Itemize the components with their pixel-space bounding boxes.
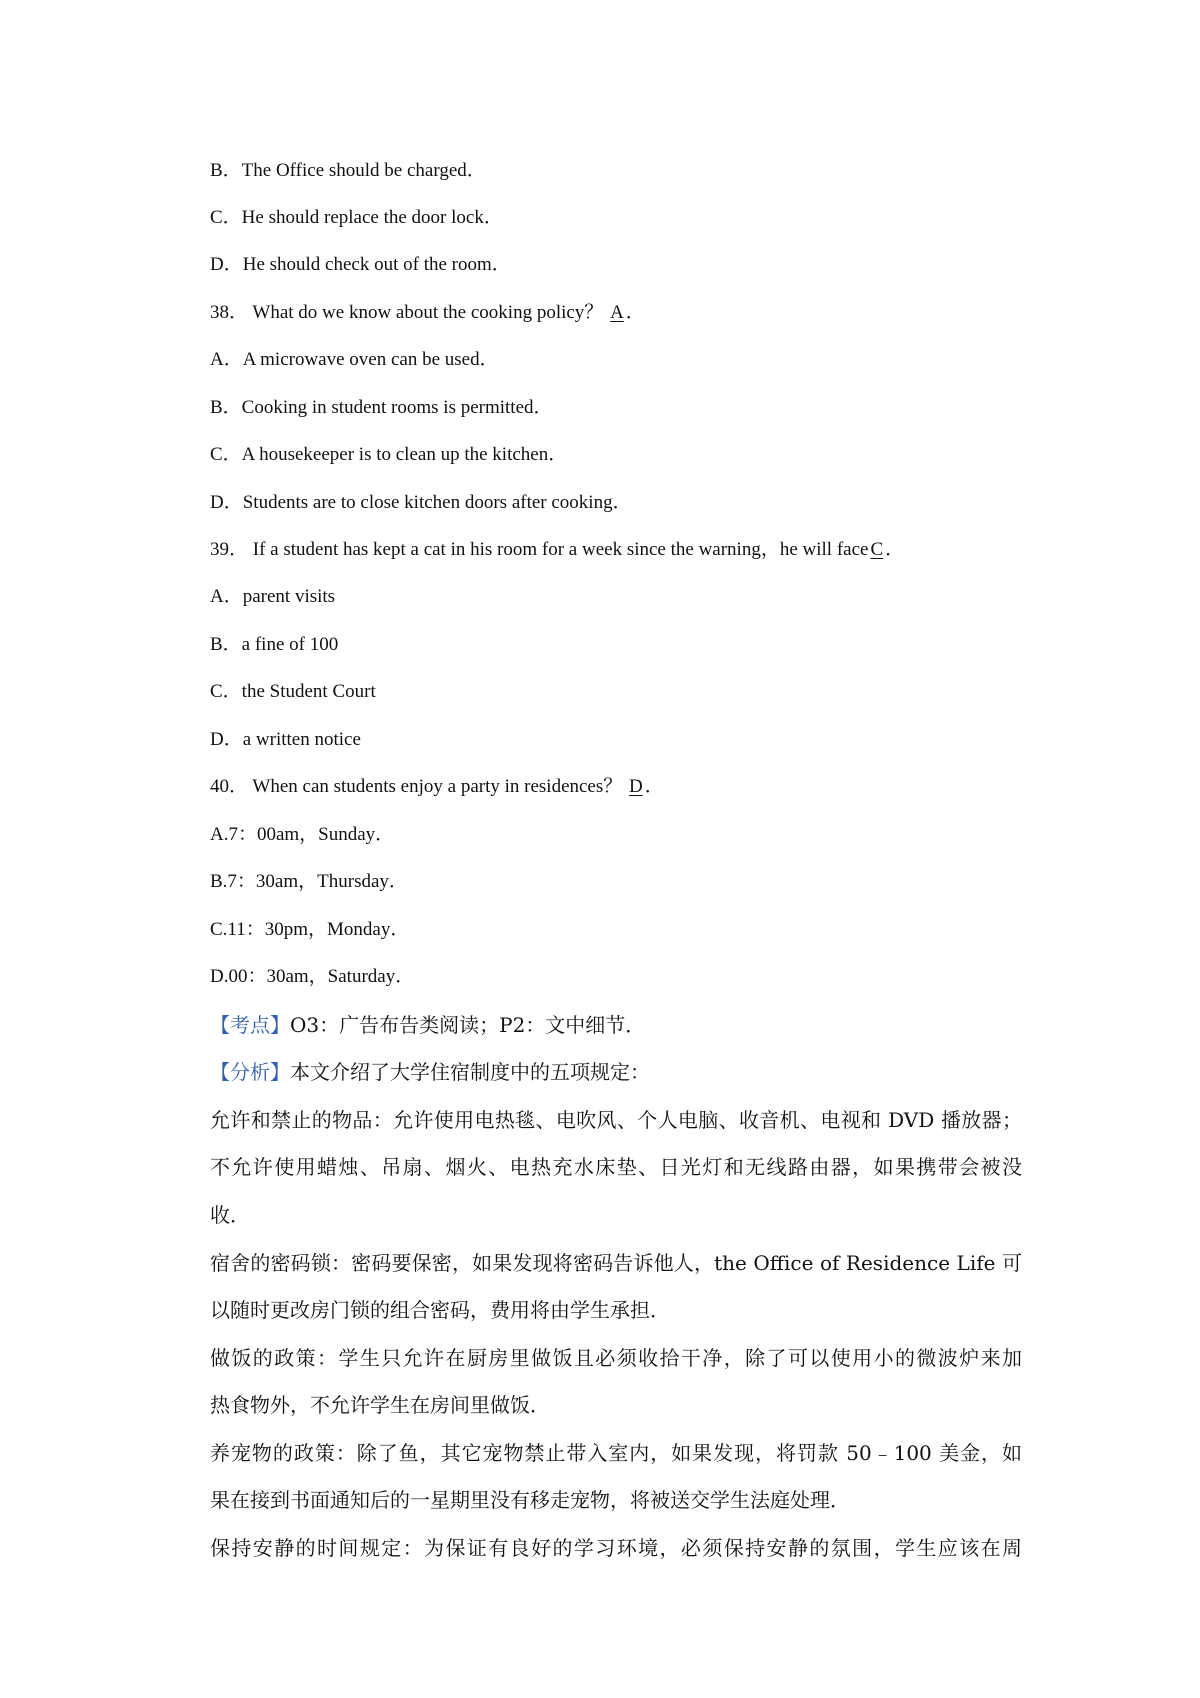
q38-option-b: B．Cooking in student rooms is permitted．: [210, 397, 553, 418]
q40-option-c: C.11：30pm，Monday．: [210, 919, 410, 940]
q39-stem-line: [210, 537, 904, 563]
analysis-line-2: 不允许使用蜡烛、吊扇、烟火、电热充水床垫、日光灯和无线路由器，如果携带会被没: [210, 1155, 1022, 1179]
analysis-line-9: 果在接到书面通知后的一星期里没有移走宠物，将被送交学生法庭处理．: [210, 1488, 850, 1512]
q39-option-a: A．parent visits: [210, 586, 336, 607]
q40-answer: D: [629, 776, 643, 797]
q37-option-d: D．He should check out of the room．: [210, 254, 511, 275]
q38-option-a: A．A microwave oven can be used．: [210, 349, 499, 370]
analysis-line-1: 允许和禁止的物品：允许使用电热毯、电吹风、个人电脑、收音机、电视和 DVD 播放器；: [210, 1108, 1022, 1132]
analysis-line-4: 宿舍的密码锁：密码要保密，如果发现将密码告诉他人，the Office of Residence Life 可: [210, 1251, 1022, 1275]
q38-stem-line: [210, 300, 645, 326]
analysis-line-7: 热食物外，不允许学生在房间里做饭．: [210, 1393, 550, 1417]
q37-option-b: B．The Office should be charged．: [210, 160, 486, 181]
q38-answer: A: [610, 302, 624, 323]
q40-option-b: B.7：30am，Thursday．: [210, 871, 408, 892]
q40-option-d: D.00：30am，Saturday．: [210, 966, 415, 987]
q38-stem: 38． What do we know about the cooking policy？: [210, 302, 604, 323]
q38-option-d: D．Students are to close kitchen doors after cooking．: [210, 492, 632, 513]
analysis-line-8: 养宠物的政策：除了鱼，其它宠物禁止带入室内，如果发现，将罚款 50﹣100 美金，如: [210, 1441, 1022, 1465]
fenxi-line: [210, 1059, 1022, 1085]
fenxi-text: 本文介绍了大学住宿制度中的五项规定：: [290, 1060, 650, 1084]
q39-option-d: D．a written notice: [210, 729, 361, 750]
q39-option-b: B．a fine of 100: [210, 634, 339, 655]
kaodian-line: [210, 1012, 1022, 1038]
q37-option-c: C．He should replace the door lock．: [210, 207, 503, 228]
q40-end: ．: [644, 776, 664, 797]
kaodian-text: O3：广告布告类阅读；P2：文中细节．: [290, 1013, 646, 1037]
q40-stem-line: [210, 774, 664, 800]
analysis-line-5: 以随时更改房门锁的组合密码，费用将由学生承担．: [210, 1298, 670, 1322]
analysis-line-6: 做饭的政策：学生只允许在厨房里做饭且必须收拾干净，除了可以使用小的微波炉来加: [210, 1346, 1022, 1370]
q39-stem: 39． If a student has kept a cat in his room for a week since the warning，he will face: [210, 539, 869, 560]
analysis-line-10: 保持安静的时间规定：为保证有良好的学习环境，必须保持安静的氛围，学生应该在周: [210, 1536, 1022, 1560]
q39-end: ．: [885, 539, 905, 560]
q39-answer: C: [870, 539, 884, 560]
analysis-line-3: 收．: [210, 1203, 250, 1227]
kaodian-tag: 【考点】: [210, 1013, 290, 1037]
q40-option-a: A.7：00am，Sunday．: [210, 824, 395, 845]
q40-stem: 40． When can students enjoy a party in residences？: [210, 776, 623, 797]
q39-option-c: C．the Student Court: [210, 681, 376, 702]
fenxi-tag: 【分析】: [210, 1060, 290, 1084]
q38-end: ．: [625, 302, 645, 323]
q38-option-c: C．A housekeeper is to clean up the kitchen．: [210, 444, 568, 465]
